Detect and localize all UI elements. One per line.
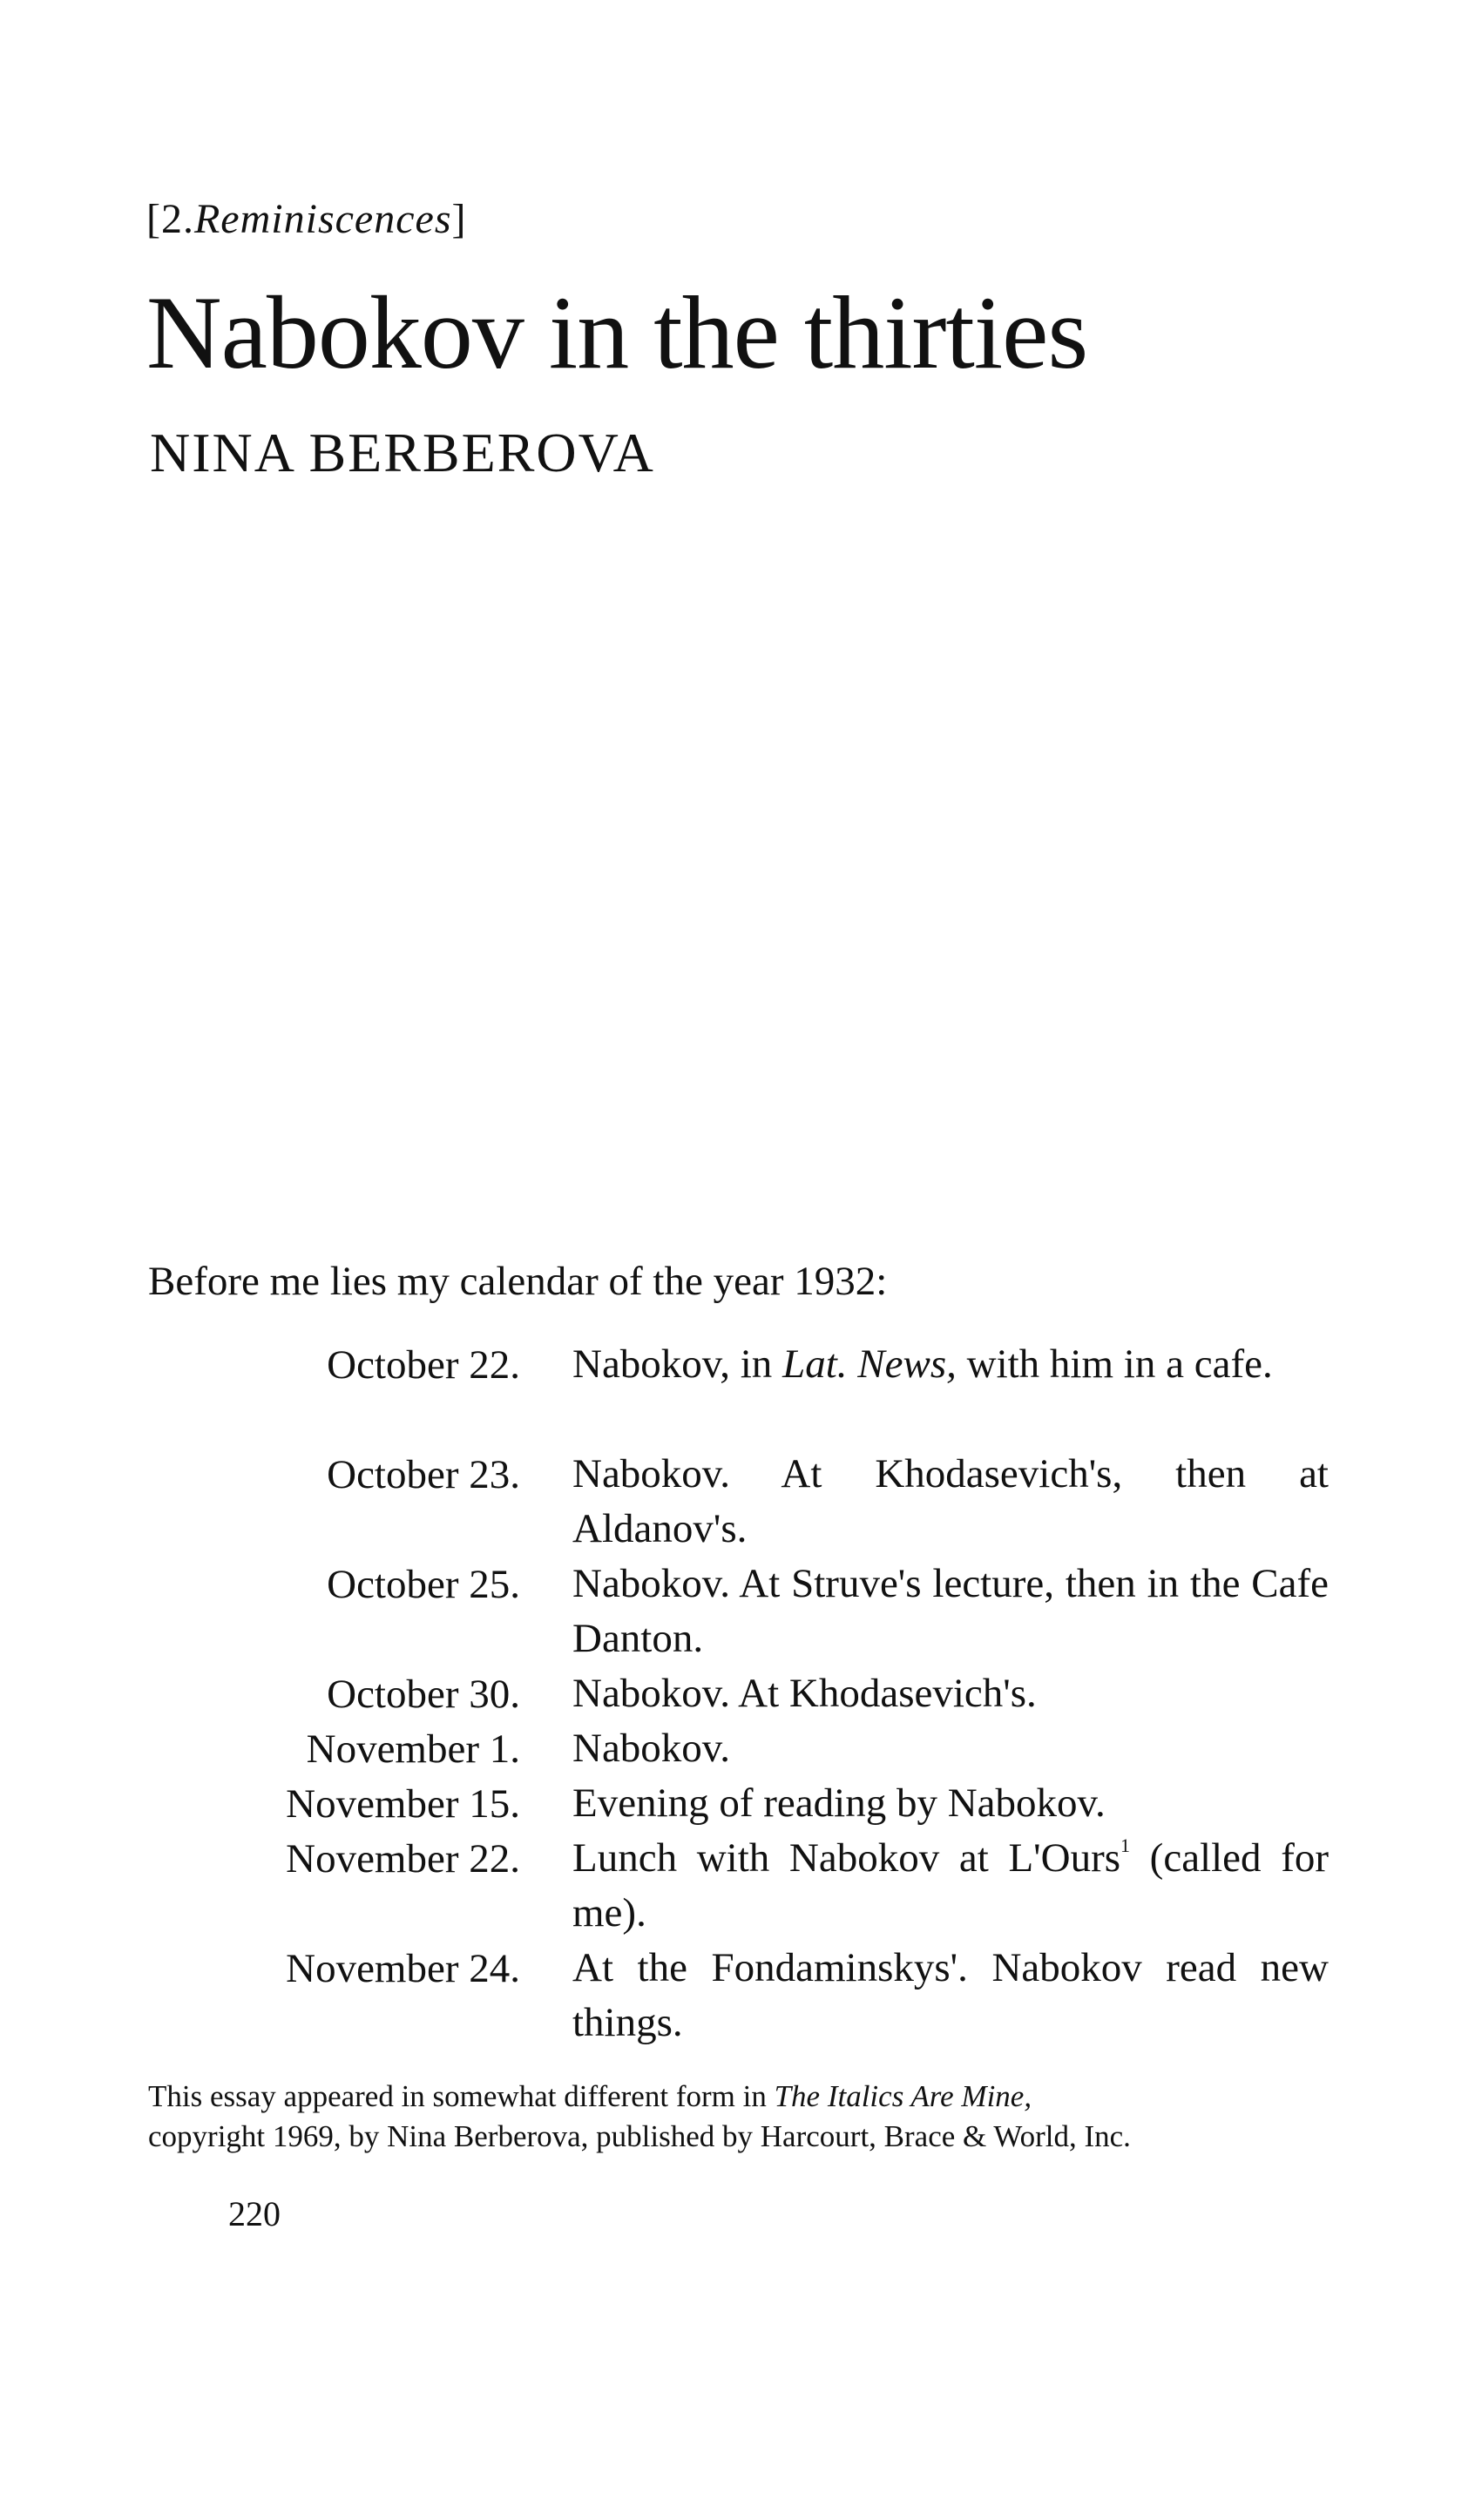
section-label-open: [2. (146, 196, 194, 242)
article-title: Nabokov in the thirties (146, 274, 1088, 390)
article-author: NINA BERBEROVA (150, 422, 655, 483)
calendar-entry-date: October 22. (327, 1342, 520, 1388)
calendar-entry-text: Nabokov. At Khodasevich's. (572, 1671, 1037, 1716)
calendar-entry-date: November 1. (306, 1726, 520, 1772)
calendar-entry-date: November 24. (286, 1946, 520, 1991)
calendar-entry-text: At the Fondaminskys'. Nabokov read new things. (572, 1945, 1329, 2045)
calendar-entry-text: Nabokov. At Struve's lecture, then in the Cafe Danton. (572, 1561, 1329, 1661)
footnote-text: copyright 1969, by Nina Berberova, published by Harcourt, Brace & World, Inc. (148, 2119, 1131, 2153)
footnote-marker: 1 (1120, 1834, 1131, 1856)
calendar-entry-date: October 23. (327, 1452, 520, 1497)
calendar-entry-date: November 15. (286, 1781, 520, 1827)
newspaper-abbrev: Lat. (782, 1341, 848, 1387)
calendar-entry-text: Nabokov. (572, 1726, 731, 1771)
entry-text-part: (called for me). (572, 1835, 1329, 1936)
entry-text-part: Lunch with Nabokov at L'Ours (572, 1835, 1121, 1881)
section-label-close: ] (451, 196, 467, 242)
page-number: 220 (228, 2194, 281, 2233)
newspaper-abbrev: News, (857, 1341, 957, 1387)
intro-paragraph: Before me lies my calendar of the year 1932: (148, 1259, 888, 1304)
calendar-entry-text (572, 1337, 1329, 1392)
calendar-entry-text: Nabokov. At Khodasevich's, then at Aldanov's. (572, 1451, 1329, 1551)
calendar-entry-text (572, 1831, 1329, 1941)
footnote-text: This essay appeared in somewhat different form in (148, 2079, 775, 2113)
section-label-italic: Reminiscences (193, 196, 452, 242)
entry-text-part: with him in a cafe. (956, 1341, 1273, 1387)
calendar-entry-date: October 30. (327, 1672, 520, 1717)
calendar-entry-text: Evening of reading by Nabokov. (572, 1780, 1106, 1826)
calendar-entry-date: October 25. (327, 1562, 520, 1607)
calendar-entry-date: November 22. (286, 1836, 520, 1882)
entry-text-part: Nabokov, in (572, 1341, 783, 1387)
footnote-book-title: The Italics Are Mine, (774, 2079, 1032, 2113)
footnote (148, 2077, 1333, 2157)
